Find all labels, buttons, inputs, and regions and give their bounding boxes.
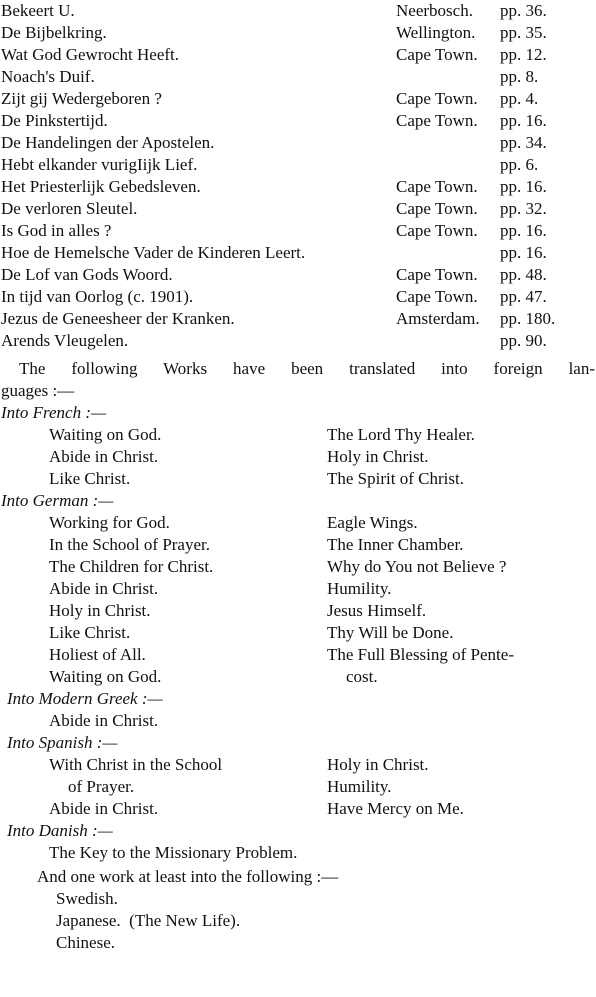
list-item: The Lord Thy Healer. [327, 425, 475, 444]
list-item: Like Christ. [49, 623, 131, 642]
list-item: Thy Will be Done. [327, 623, 454, 642]
work-pages: pp. 16. [500, 177, 547, 196]
work-place: Cape Town. [396, 111, 478, 130]
list-item: Why do You not Believe ? [327, 557, 507, 576]
list-item: of Prayer. [68, 777, 135, 796]
list-item: Humility. [327, 777, 392, 796]
work-title: De Bijbelkring. [1, 23, 107, 42]
work-title: Noach's Duif. [1, 67, 95, 86]
list-item: Holy in Christ. [327, 755, 429, 774]
list-item: The Full Blessing of Pente- [327, 645, 514, 664]
work-place: Amsterdam. [396, 309, 480, 328]
work-pages: pp. 6. [500, 155, 539, 174]
work-place: Cape Town. [396, 199, 478, 218]
work-place: Cape Town. [396, 177, 478, 196]
work-title: Hebt elkander vurigIijk Lief. [1, 155, 198, 174]
work-place: Cape Town. [396, 45, 478, 64]
section-heading: Into Spanish :— [7, 733, 118, 752]
work-pages: pp. 16. [500, 221, 547, 240]
work-place: Cape Town. [396, 221, 478, 240]
work-title: Bekeert U. [1, 1, 75, 20]
list-item: The Inner Chamber. [327, 535, 464, 554]
work-title: Hoe de Hemelsche Vader de Kinderen Leert. [1, 243, 306, 262]
work-pages: pp. 48. [500, 265, 547, 284]
work-place: Cape Town. [396, 89, 478, 108]
work-pages: pp. 34. [500, 133, 547, 152]
work-title: Zijt gij Wedergeboren ? [1, 89, 162, 108]
work-pages: pp. 16. [500, 111, 547, 130]
list-item: Holy in Christ. [327, 447, 429, 466]
intro-line: guages :— [1, 381, 75, 400]
work-pages: pp. 16. [500, 243, 547, 262]
list-item: Working for God. [49, 513, 170, 532]
work-title: Arends Vleugelen. [1, 331, 129, 350]
list-item: The Spirit of Christ. [327, 469, 464, 488]
work-title: De Lof van Gods Woord. [1, 265, 173, 284]
list-item: Humility. [327, 579, 392, 598]
intro-line: The following Works have been translated into foreign lan- [19, 359, 595, 378]
section-heading: Into German :— [1, 491, 114, 510]
list-item: The Key to the Missionary Problem. [49, 843, 298, 862]
work-pages: pp. 35. [500, 23, 547, 42]
list-item: cost. [346, 667, 378, 686]
work-pages: pp. 8. [500, 67, 539, 86]
work-pages: pp. 12. [500, 45, 547, 64]
work-pages: pp. 47. [500, 287, 547, 306]
work-title: De verloren Sleutel. [1, 199, 138, 218]
section-heading: Into French :— [1, 403, 107, 422]
section-heading: Into Modern Greek :— [7, 689, 163, 708]
list-item: Abide in Christ. [49, 799, 159, 818]
work-pages: pp. 32. [500, 199, 547, 218]
list-item: Eagle Wings. [327, 513, 418, 532]
list-item: Abide in Christ. [49, 579, 159, 598]
list-item: Chinese. [56, 933, 116, 952]
work-title: De Pinkstertijd. [1, 111, 108, 130]
work-title: Het Priesterlijk Gebedsleven. [1, 177, 201, 196]
list-item: Swedish. [56, 889, 118, 908]
work-pages: pp. 4. [500, 89, 539, 108]
list-item: Have Mercy on Me. [327, 799, 464, 818]
work-place: Cape Town. [396, 265, 478, 284]
work-title: Jezus de Geneesheer der Kranken. [1, 309, 235, 328]
list-item: Abide in Christ. [49, 711, 159, 730]
work-pages: pp. 90. [500, 331, 547, 350]
list-item: Japanese. (The New Life). [56, 911, 241, 930]
list-item: Abide in Christ. [49, 447, 159, 466]
work-pages: pp. 36. [500, 1, 547, 20]
work-title: In tijd van Oorlog (c. 1901). [1, 287, 194, 306]
list-item: Jesus Himself. [327, 601, 427, 620]
work-title: Wat God Gewrocht Heeft. [1, 45, 180, 64]
work-pages: pp. 180. [500, 309, 556, 328]
section-heading: Into Danish :— [7, 821, 113, 840]
section-heading: And one work at least into the following :— [37, 867, 339, 886]
translations-intro [1, 358, 595, 402]
list-item: Holiest of All. [49, 645, 146, 664]
work-title: Is God in alles ? [1, 221, 112, 240]
list-item: With Christ in the School [49, 755, 223, 774]
list-item: The Children for Christ. [49, 557, 214, 576]
work-place: Neerbosch. [396, 1, 473, 20]
list-item: In the School of Prayer. [49, 535, 210, 554]
list-item: Waiting on God. [49, 425, 162, 444]
work-title: De Handelingen der Apostelen. [1, 133, 215, 152]
list-item: Waiting on God. [49, 667, 162, 686]
list-item: Holy in Christ. [49, 601, 151, 620]
list-item: Like Christ. [49, 469, 131, 488]
work-place: Wellington. [396, 23, 476, 42]
work-place: Cape Town. [396, 287, 478, 306]
